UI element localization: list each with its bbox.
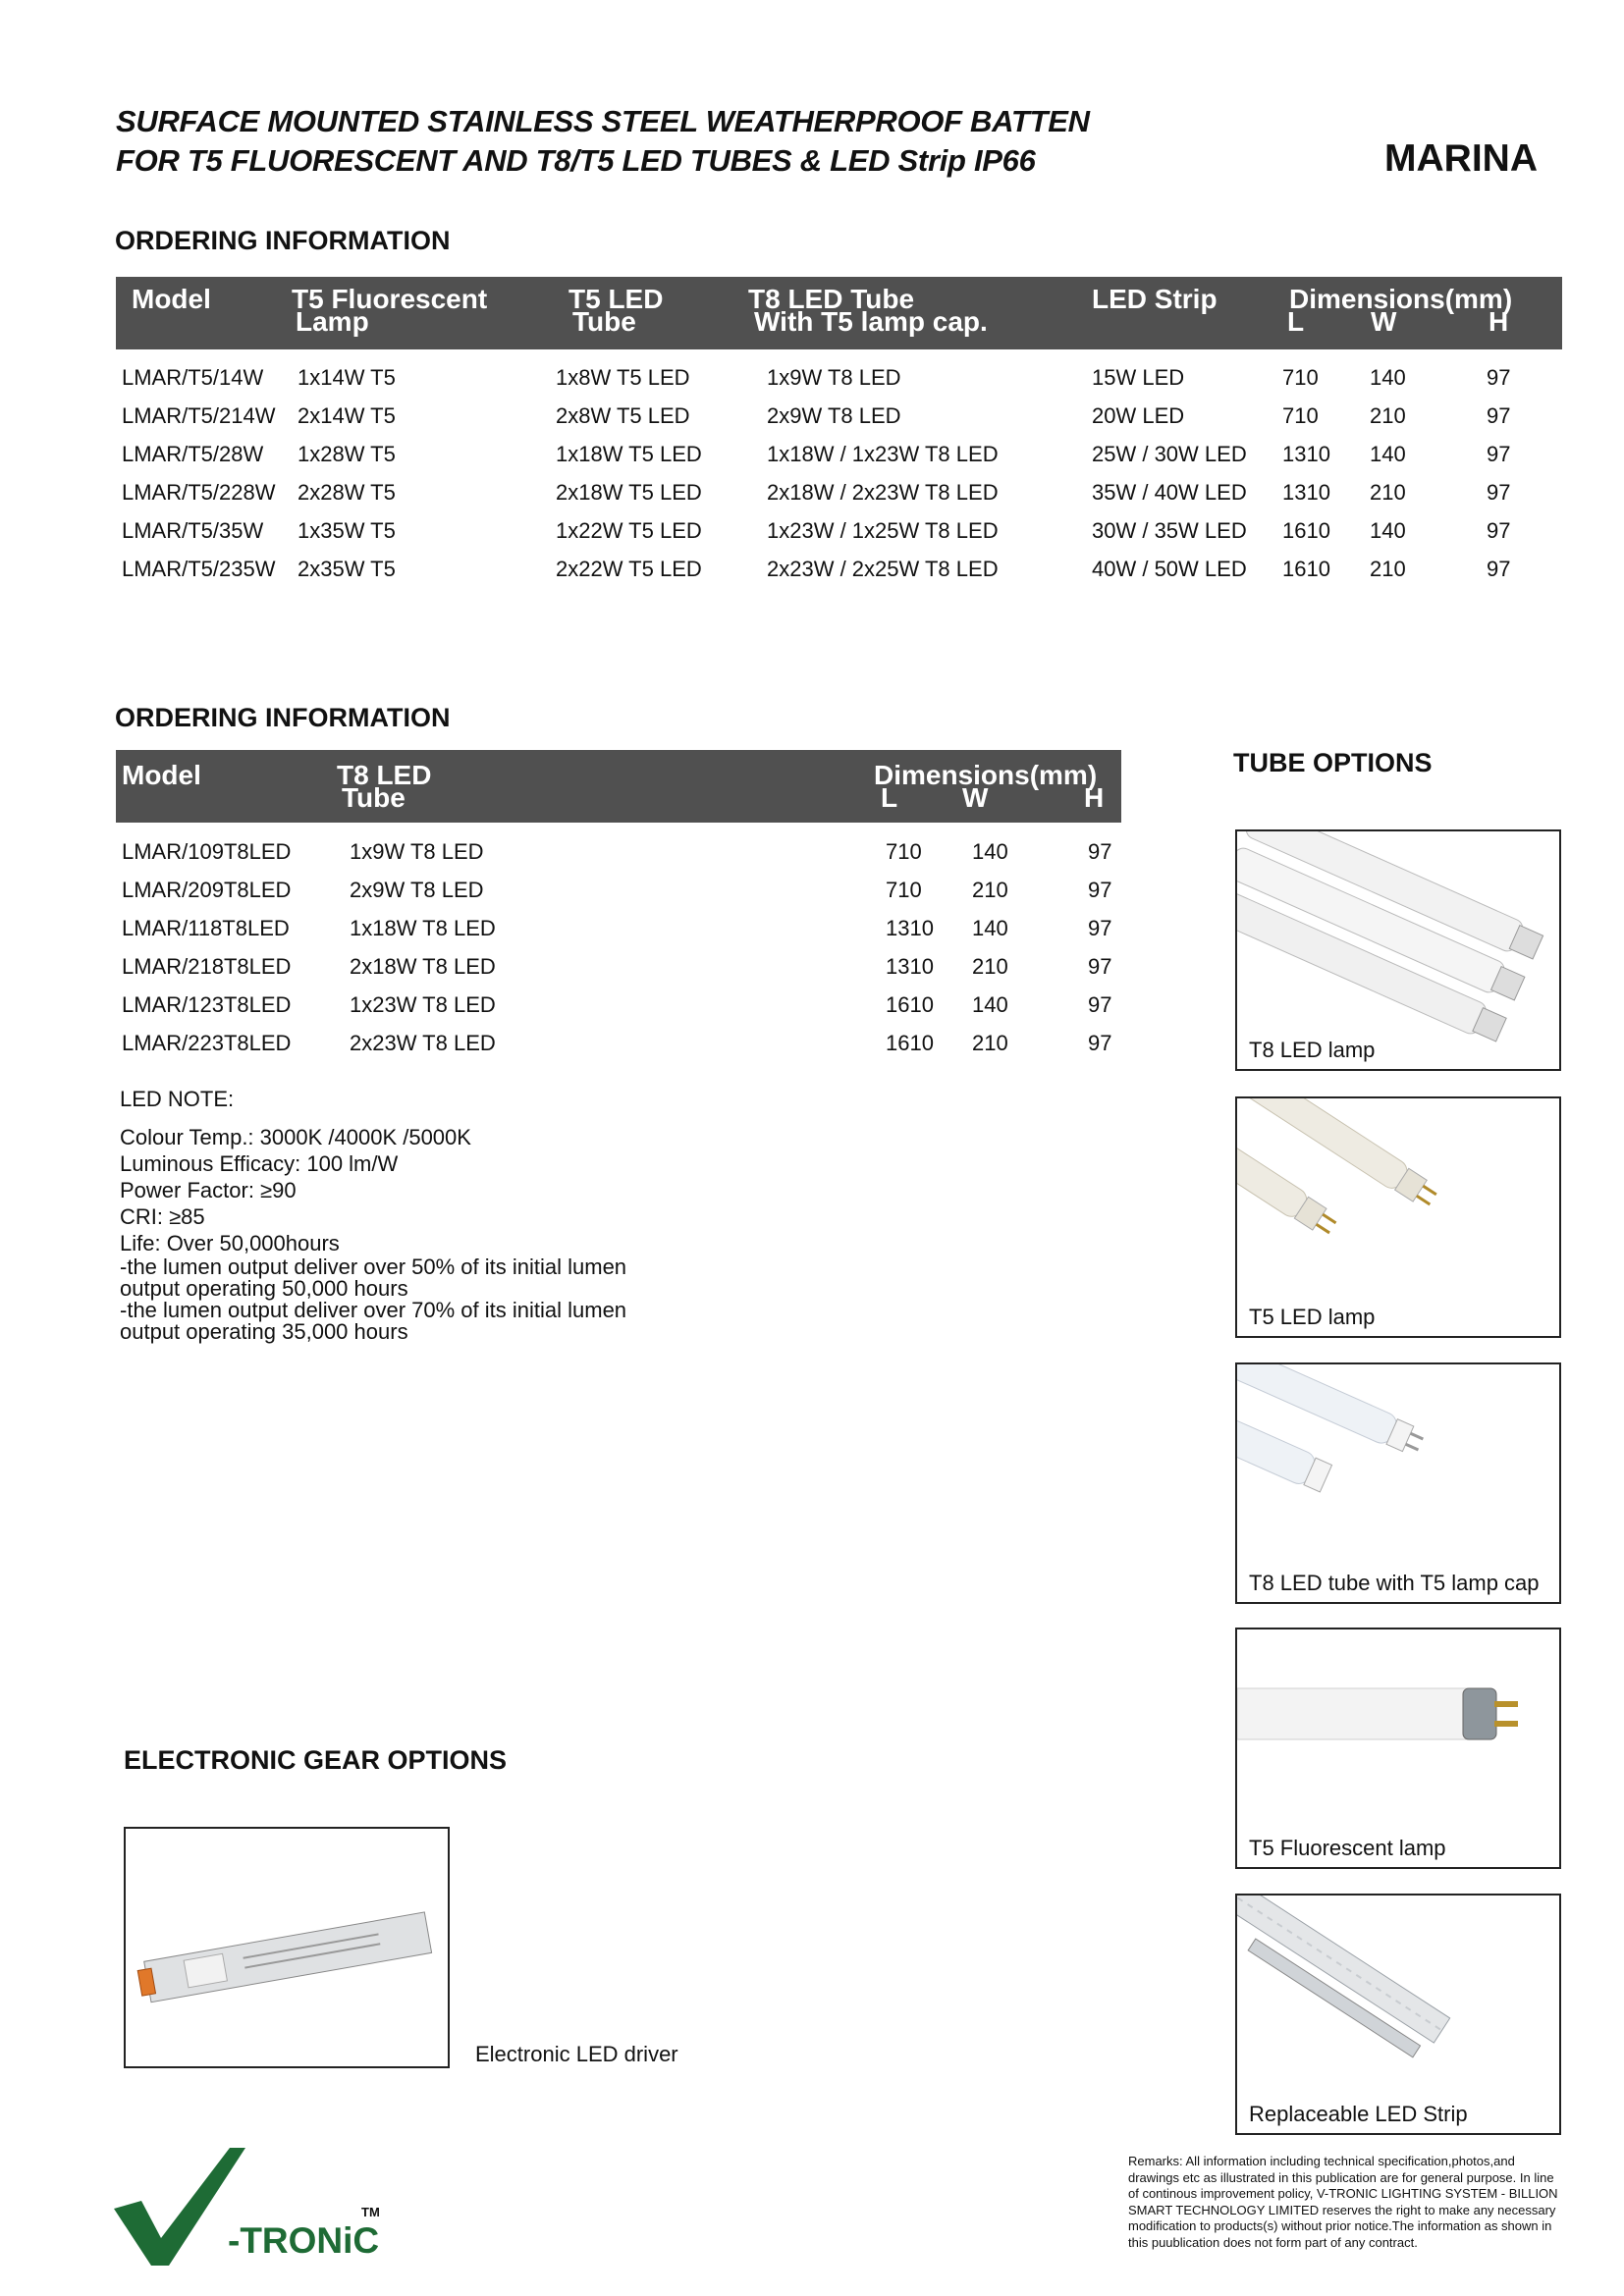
t1-col-model: Model	[132, 284, 211, 314]
led-note-line: -the lumen output deliver over 70% of its initial lumen	[120, 1298, 627, 1322]
caption: T5 Fluorescent lamp	[1249, 1836, 1446, 1860]
remarks: Remarks: All information including technical specification,photos,and drawings etc as illustrated in this publication are for general purpose. In line of continous improvement policy, V-TRONIC LIGHTING SYSTEM - BILLION SMART TECHNOLOGY LIMITED reserves the right to make any necessary modification to products(s) without prior notice.The information as shown in this puublication does not form part of any contract.	[1128, 2154, 1558, 2250]
tube-option-led-strip	[1235, 1894, 1561, 2135]
led-note	[120, 1086, 626, 1343]
cell-tube: 1x9W T8 LED	[350, 839, 484, 864]
title-line-2: FOR T5 FLUORESCENT AND T8/T5 LED TUBES & LED Strip IP66	[116, 143, 1036, 178]
cell-h: 97	[1487, 403, 1511, 428]
cell-w: 210	[972, 954, 1008, 979]
cell-w: 210	[972, 1031, 1008, 1055]
t2-col-h: H	[1084, 782, 1105, 813]
t1-col-t8-led-2: With T5 lamp cap.	[754, 306, 988, 337]
cell-t8led: 1x9W T8 LED	[767, 365, 901, 390]
t1-col-l: L	[1287, 306, 1305, 337]
t2-col-model: Model	[122, 760, 201, 790]
cell-h: 97	[1088, 954, 1112, 979]
led-note-line: Colour Temp.: 3000K /4000K /5000K	[120, 1125, 471, 1149]
cell-h: 97	[1487, 480, 1511, 505]
page-title	[116, 102, 1090, 181]
t5-led-lamp-image	[1237, 1098, 1559, 1336]
cell-model: LMAR/T5/235W	[122, 557, 276, 581]
cell-strip: 25W / 30W LED	[1092, 442, 1247, 466]
cell-h: 97	[1088, 878, 1112, 902]
cell-w: 140	[972, 839, 1008, 864]
t1-col-h: H	[1489, 306, 1509, 337]
gear-image-box	[124, 1827, 450, 2068]
cell-w: 210	[1370, 557, 1406, 581]
cell-model: LMAR/223T8LED	[122, 1031, 292, 1055]
cell-h: 97	[1088, 992, 1112, 1017]
cell-t5f: 1x35W T5	[298, 518, 396, 543]
t8-led-tube-t5-cap-image	[1237, 1364, 1559, 1602]
cell-t8led: 2x23W / 2x25W T8 LED	[767, 557, 999, 581]
cell-t5led: 2x8W T5 LED	[556, 403, 690, 428]
t8-led-lamp-image	[1237, 831, 1559, 1069]
led-note-line: Life: Over 50,000hours	[120, 1231, 340, 1255]
cell-l: 1610	[1282, 518, 1330, 543]
t1-col-w: W	[1371, 306, 1397, 337]
t2-col-w: W	[962, 782, 989, 813]
t5-fluorescent-lamp-image	[1237, 1629, 1559, 1867]
tube-option-t5-led	[1235, 1096, 1561, 1338]
cell-w: 140	[1370, 365, 1406, 390]
t1-col-t5-led-1: T5 LED	[568, 284, 664, 314]
cell-w: 140	[1370, 442, 1406, 466]
table1-header	[116, 277, 1562, 349]
cell-t5f: 2x28W T5	[298, 480, 396, 505]
cell-model: LMAR/109T8LED	[122, 839, 292, 864]
cell-tube: 2x9W T8 LED	[350, 878, 484, 902]
caption: T8 LED lamp	[1249, 1038, 1376, 1062]
cell-h: 97	[1487, 518, 1511, 543]
tube-option-t8-led	[1235, 829, 1561, 1071]
cell-model: LMAR/T5/28W	[122, 442, 264, 466]
cell-h: 97	[1088, 1031, 1112, 1055]
cell-l: 710	[1282, 403, 1319, 428]
cell-w: 210	[972, 878, 1008, 902]
caption: T5 LED lamp	[1249, 1305, 1376, 1329]
t2-col-dimensions: Dimensions(mm)	[874, 760, 1098, 790]
cell-l: 710	[886, 839, 922, 864]
title-line-1: SURFACE MOUNTED STAINLESS STEEL WEATHERPROOF BATTEN	[116, 104, 1090, 138]
t1-col-t5-fluor-2: Lamp	[296, 306, 369, 337]
cell-tube: 2x23W T8 LED	[350, 1031, 496, 1055]
cell-model: LMAR/T5/35W	[122, 518, 264, 543]
cell-l: 1310	[1282, 442, 1330, 466]
cell-t8led: 2x18W / 2x23W T8 LED	[767, 480, 999, 505]
cell-l: 1310	[886, 916, 934, 940]
cell-strip: 30W / 35W LED	[1092, 518, 1247, 543]
cell-w: 140	[972, 916, 1008, 940]
t1-col-t5-led-2: Tube	[572, 306, 636, 337]
t1-col-t8-led-1: T8 LED Tube	[748, 284, 915, 314]
led-note-line: -the lumen output deliver over 50% of its initial lumen	[120, 1255, 627, 1279]
cell-h: 97	[1088, 916, 1112, 940]
cell-model: LMAR/T5/214W	[122, 403, 276, 428]
cell-strip: 20W LED	[1092, 403, 1185, 428]
tube-option-t5-fluor	[1235, 1628, 1561, 1869]
t1-col-led-strip: LED Strip	[1092, 284, 1218, 314]
cell-h: 97	[1487, 557, 1511, 581]
cell-t8led: 1x23W / 1x25W T8 LED	[767, 518, 999, 543]
cell-t5led: 1x18W T5 LED	[556, 442, 702, 466]
cell-h: 97	[1487, 442, 1511, 466]
cell-w: 210	[1370, 480, 1406, 505]
led-note-line: output operating 50,000 hours	[120, 1276, 408, 1301]
cell-l: 710	[886, 878, 922, 902]
cell-model: LMAR/123T8LED	[122, 992, 292, 1017]
gear-options-title: ELECTRONIC GEAR OPTIONS	[124, 1745, 508, 1775]
cell-l: 1610	[886, 1031, 934, 1055]
cell-t8led: 2x9W T8 LED	[767, 403, 901, 428]
cell-l: 1610	[1282, 557, 1330, 581]
cell-model: LMAR/209T8LED	[122, 878, 292, 902]
cell-h: 97	[1088, 839, 1112, 864]
cell-t5led: 2x22W T5 LED	[556, 557, 702, 581]
tube-option-t8-t5cap	[1235, 1362, 1561, 1604]
trademark: TM	[361, 2205, 380, 2219]
cell-l: 1610	[886, 992, 934, 1017]
cell-l: 710	[1282, 365, 1319, 390]
caption: Replaceable LED Strip	[1249, 2102, 1468, 2126]
cell-strip: 15W LED	[1092, 365, 1185, 390]
cell-w: 140	[972, 992, 1008, 1017]
cell-w: 210	[1370, 403, 1406, 428]
cell-t5f: 2x35W T5	[298, 557, 396, 581]
cell-t5f: 1x28W T5	[298, 442, 396, 466]
led-strip-image	[1237, 1896, 1559, 2133]
cell-tube: 1x23W T8 LED	[350, 992, 496, 1017]
cell-t8led: 1x18W / 1x23W T8 LED	[767, 442, 999, 466]
t2-col-t8-1: T8 LED	[337, 760, 432, 790]
t1-col-t5-fluor-1: T5 Fluorescent	[292, 284, 488, 314]
cell-w: 140	[1370, 518, 1406, 543]
cell-t5led: 2x18W T5 LED	[556, 480, 702, 505]
led-note-heading: LED NOTE:	[120, 1087, 235, 1111]
led-note-line: CRI: ≥85	[120, 1204, 205, 1229]
cell-h: 97	[1487, 365, 1511, 390]
tube-options-title: TUBE OPTIONS	[1233, 748, 1433, 777]
logo-text: -TRONiC	[228, 2220, 380, 2261]
cell-l: 1310	[1282, 480, 1330, 505]
caption: T8 LED tube with T5 lamp cap	[1249, 1571, 1540, 1595]
cell-t5f: 1x14W T5	[298, 365, 396, 390]
ordering-info-title-2: ORDERING INFORMATION	[115, 703, 451, 732]
led-note-line: output operating 35,000 hours	[120, 1319, 408, 1344]
led-note-line: Power Factor: ≥90	[120, 1178, 297, 1202]
cell-model: LMAR/118T8LED	[122, 916, 290, 940]
cell-strip: 35W / 40W LED	[1092, 480, 1247, 505]
product-name: MARINA	[1384, 137, 1538, 180]
cell-tube: 2x18W T8 LED	[350, 954, 496, 979]
led-driver-image	[126, 1829, 448, 2066]
led-note-line: Luminous Efficacy: 100 lm/W	[120, 1151, 399, 1176]
cell-t5led: 1x8W T5 LED	[556, 365, 690, 390]
table2-header	[116, 750, 1121, 823]
cell-model: LMAR/T5/228W	[122, 480, 276, 505]
t2-col-l: L	[881, 782, 898, 813]
cell-model: LMAR/T5/14W	[122, 365, 264, 390]
cell-tube: 1x18W T8 LED	[350, 916, 496, 940]
cell-t5f: 2x14W T5	[298, 403, 396, 428]
cell-model: LMAR/218T8LED	[122, 954, 292, 979]
cell-l: 1310	[886, 954, 934, 979]
t1-col-dimensions: Dimensions(mm)	[1289, 284, 1513, 314]
gear-caption: Electronic LED driver	[475, 2042, 678, 2066]
t2-col-t8-2: Tube	[342, 782, 406, 813]
cell-t5led: 1x22W T5 LED	[556, 518, 702, 543]
cell-strip: 40W / 50W LED	[1092, 557, 1247, 581]
ordering-info-title-1: ORDERING INFORMATION	[115, 226, 451, 255]
